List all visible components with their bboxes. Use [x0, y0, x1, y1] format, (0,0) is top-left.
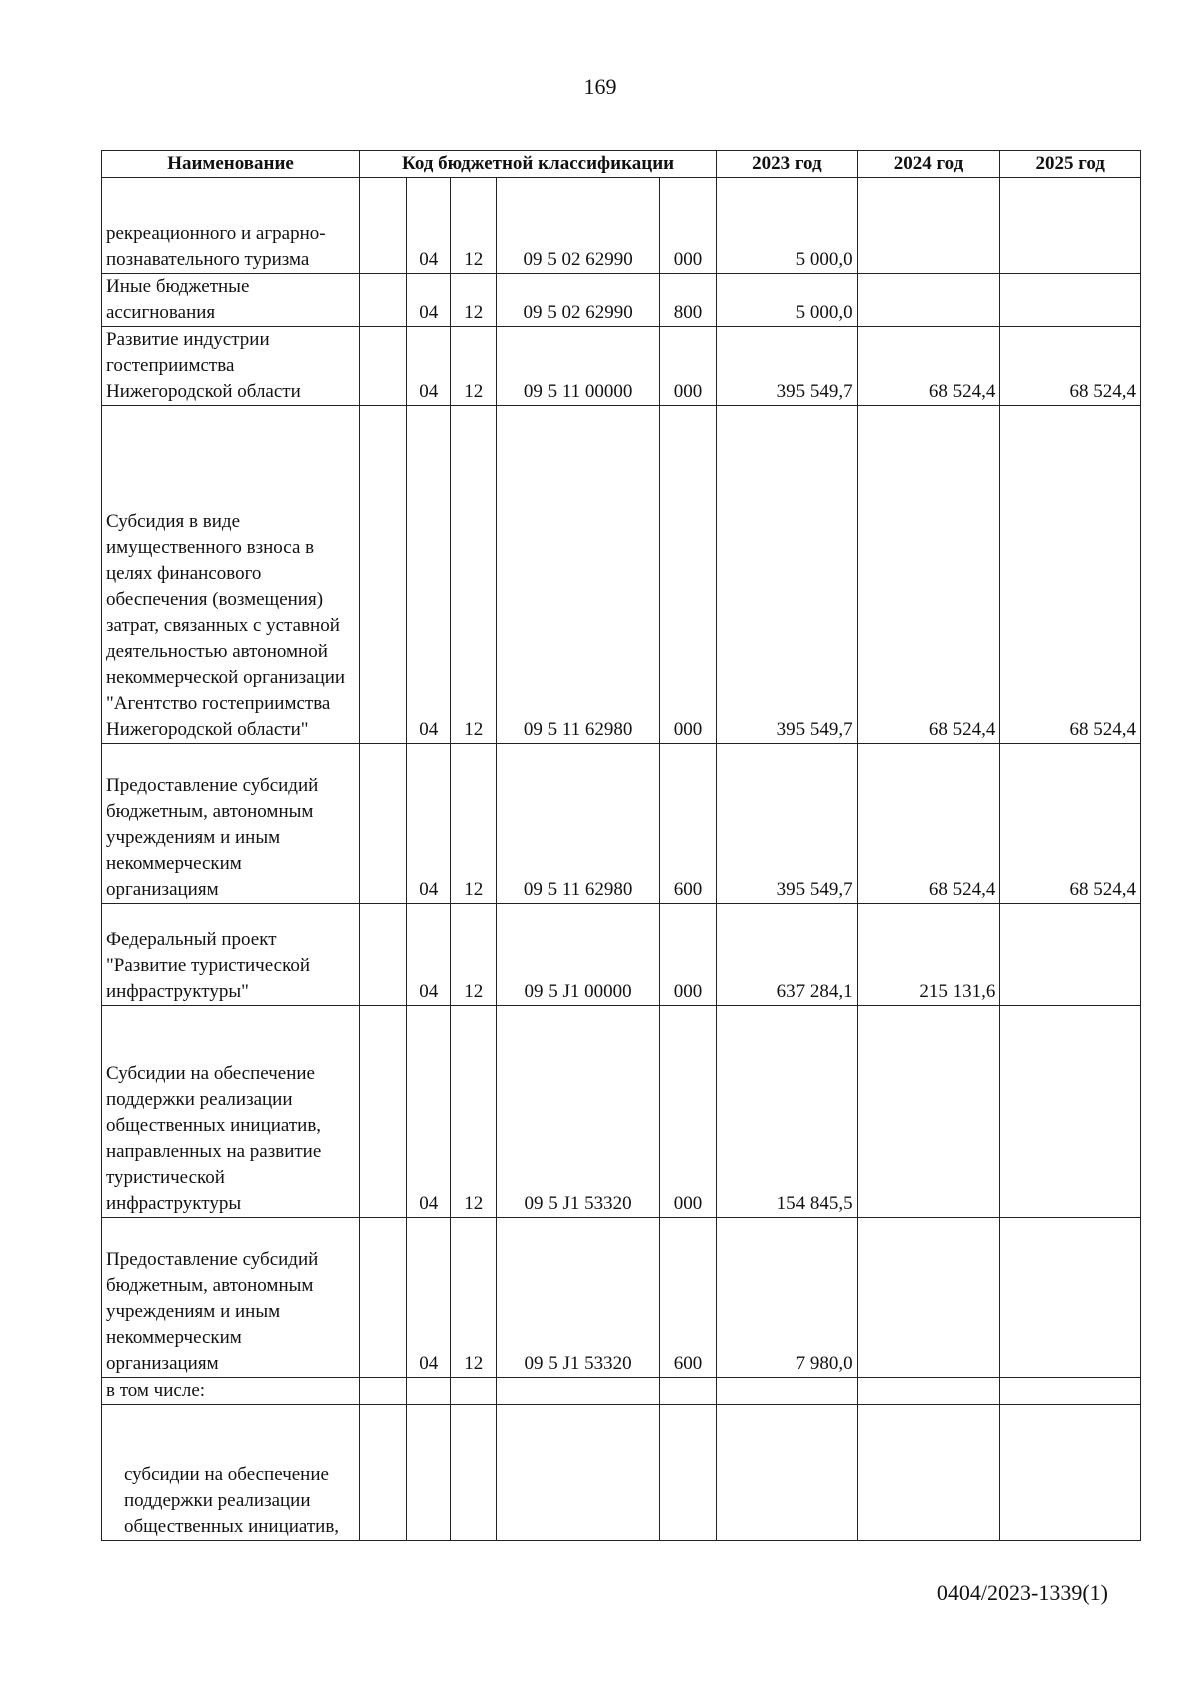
- value-2025: [1000, 1378, 1141, 1405]
- value-2024: [857, 1006, 1000, 1218]
- value-2024: [857, 178, 1000, 274]
- value-2024: 68 524,4: [857, 744, 1000, 904]
- code-expense: 000: [659, 1006, 716, 1218]
- table-row: [102, 406, 1141, 744]
- code-subsection: 12: [451, 1006, 497, 1218]
- code-expense: [659, 1378, 716, 1405]
- code-subsection: 12: [451, 406, 497, 744]
- code-target: 09 5 J1 53320: [497, 1218, 660, 1378]
- code-expense: 000: [659, 178, 716, 274]
- code-target: 09 5 02 62990: [497, 178, 660, 274]
- code-subsection: 12: [451, 327, 497, 406]
- value-2025: 68 524,4: [1000, 327, 1141, 406]
- table-row: [102, 1006, 1141, 1218]
- code-expense: 600: [659, 1218, 716, 1378]
- document-id: 0404/2023-1339(1): [936, 1580, 1108, 1605]
- value-2023: 154 845,5: [717, 1006, 858, 1218]
- value-2024: 68 524,4: [857, 406, 1000, 744]
- code-section: [407, 1405, 451, 1541]
- code-subsection: [451, 1405, 497, 1541]
- code-expense: 000: [659, 904, 716, 1006]
- header-2023: 2023 год: [717, 151, 858, 178]
- value-2025: [1000, 178, 1141, 274]
- code-section: 04: [407, 274, 451, 327]
- code-target: 09 5 11 00000: [497, 327, 660, 406]
- page-number: 169: [583, 74, 617, 99]
- code-target: 09 5 J1 00000: [497, 904, 660, 1006]
- value-2025: 68 524,4: [1000, 744, 1141, 904]
- value-2023: 637 284,1: [717, 904, 858, 1006]
- table-row: [102, 904, 1141, 1006]
- table-row: [102, 1218, 1141, 1378]
- row-name: Федеральный проект "Развитие туристической инфраструктуры": [102, 904, 360, 1006]
- value-2025: 68 524,4: [1000, 406, 1141, 744]
- value-2025: [1000, 1006, 1141, 1218]
- code-expense: 000: [659, 327, 716, 406]
- table-row: [102, 1378, 1141, 1405]
- value-2025: [1000, 1218, 1141, 1378]
- code-section: 04: [407, 1218, 451, 1378]
- code-subsection: 12: [451, 274, 497, 327]
- row-name: в том числе:: [102, 1378, 360, 1405]
- row-name: субсидии на обеспечение поддержки реализации общественных инициатив,: [102, 1405, 360, 1541]
- code-target: 09 5 J1 53320: [497, 1006, 660, 1218]
- value-2024: [857, 1218, 1000, 1378]
- header-name: Наименование: [102, 151, 360, 178]
- code-section: 04: [407, 178, 451, 274]
- header-2024: 2024 год: [857, 151, 1000, 178]
- code-section: 04: [407, 744, 451, 904]
- code-target: 09 5 11 62980: [497, 744, 660, 904]
- value-2023: 5 000,0: [717, 274, 858, 327]
- value-2025: [1000, 904, 1141, 1006]
- code-section: 04: [407, 1006, 451, 1218]
- value-2024: [857, 1378, 1000, 1405]
- code-section: 04: [407, 406, 451, 744]
- code-subsection: 12: [451, 1218, 497, 1378]
- code-expense: 600: [659, 744, 716, 904]
- row-name: Предоставление субсидий бюджетным, автономным учреждениям и иным некоммерческим организациям: [102, 744, 360, 904]
- value-2023: 395 549,7: [717, 744, 858, 904]
- value-2023: 7 980,0: [717, 1218, 858, 1378]
- value-2025: [1000, 1405, 1141, 1541]
- code-section: 04: [407, 904, 451, 1006]
- code-section: [407, 1378, 451, 1405]
- value-2025: [1000, 274, 1141, 327]
- row-name: Субсидии на обеспечение поддержки реализации общественных инициатив, направленных на развитие туристической инфраструктуры: [102, 1006, 360, 1218]
- row-name: Развитие индустрии гостеприимства Нижегородской области: [102, 327, 360, 406]
- table-row: [102, 327, 1141, 406]
- value-2023: [717, 1378, 858, 1405]
- row-name: Предоставление субсидий бюджетным, автономным учреждениям и иным некоммерческим организациям: [102, 1218, 360, 1378]
- code-section: 04: [407, 327, 451, 406]
- header-code: Код бюджетной классификации: [360, 151, 717, 178]
- row-name: Субсидия в виде имущественного взноса в целях финансового обеспечения (возмещения) затрат, связанных с уставной деятельностью автономной некоммерческой организации "Агентство гостеприимства Нижегородской области": [102, 406, 360, 744]
- table-row: [102, 178, 1141, 274]
- table-row: [102, 274, 1141, 327]
- header-2025: 2025 год: [1000, 151, 1141, 178]
- row-name: Иные бюджетные ассигнования: [102, 274, 360, 327]
- code-expense: 800: [659, 274, 716, 327]
- row-name: рекреационного и аграрно-познавательного туризма: [102, 178, 360, 274]
- code-subsection: [451, 1378, 497, 1405]
- code-subsection: 12: [451, 744, 497, 904]
- code-subsection: 12: [451, 904, 497, 1006]
- value-2023: 395 549,7: [717, 406, 858, 744]
- value-2024: 68 524,4: [857, 327, 1000, 406]
- code-expense: [659, 1405, 716, 1541]
- code-target: [497, 1378, 660, 1405]
- code-expense: 000: [659, 406, 716, 744]
- value-2023: 395 549,7: [717, 327, 858, 406]
- code-subsection: 12: [451, 178, 497, 274]
- value-2024: 215 131,6: [857, 904, 1000, 1006]
- code-target: [497, 1405, 660, 1541]
- value-2023: [717, 1405, 858, 1541]
- value-2024: [857, 1405, 1000, 1541]
- budget-table: [101, 150, 1141, 1541]
- code-target: 09 5 02 62990: [497, 274, 660, 327]
- table-header-row: [102, 151, 1141, 178]
- table-row: [102, 744, 1141, 904]
- table-row: [102, 1405, 1141, 1541]
- value-2024: [857, 274, 1000, 327]
- code-target: 09 5 11 62980: [497, 406, 660, 744]
- value-2023: 5 000,0: [717, 178, 858, 274]
